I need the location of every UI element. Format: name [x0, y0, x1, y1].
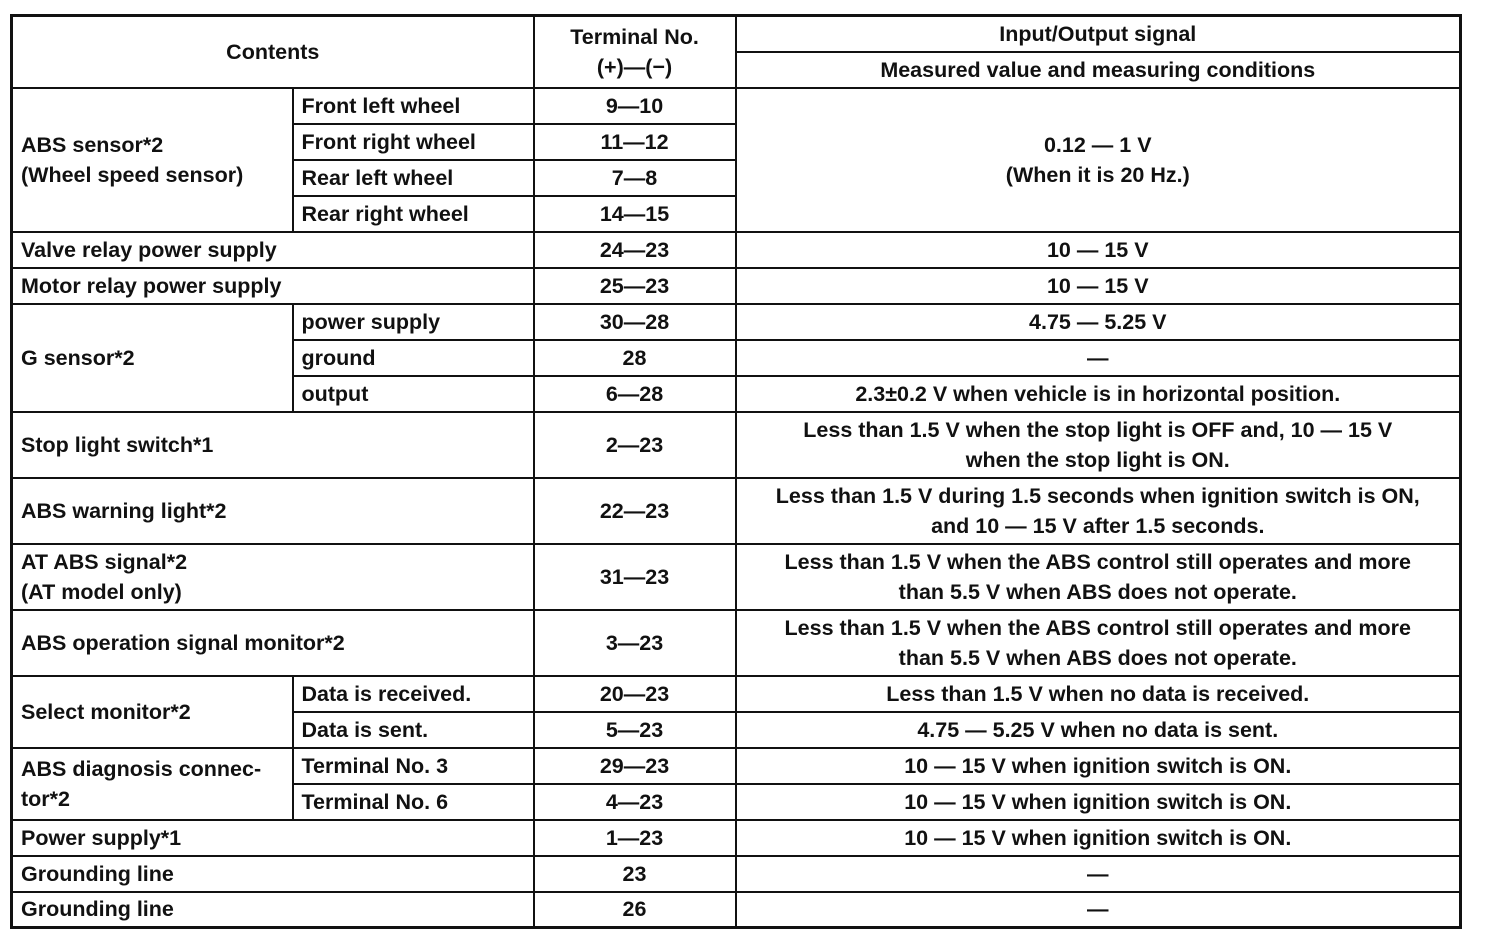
measured-value: 10 — 15 V when ignition switch is ON.	[736, 784, 1461, 820]
measured-value: 10 — 15 V when ignition switch is ON.	[736, 748, 1461, 784]
terminal-value: 2—23	[534, 412, 736, 478]
terminal-value: 24—23	[534, 232, 736, 268]
terminal-value: 22—23	[534, 478, 736, 544]
terminal-value: 11—12	[534, 124, 736, 160]
terminal-value: 28	[534, 340, 736, 376]
measured-value: 2.3±0.2 V when vehicle is in horizontal position.	[736, 376, 1461, 412]
measured-value: —	[736, 856, 1461, 892]
terminal-value: 23	[534, 856, 736, 892]
terminal-value: 26	[534, 892, 736, 928]
measured-value: 10 — 15 V	[736, 268, 1461, 304]
terminal-value: 20—23	[534, 676, 736, 712]
row-label: ABS warning light*2	[12, 478, 534, 544]
sub-label: Rear left wheel	[293, 160, 534, 196]
terminal-value: 7—8	[534, 160, 736, 196]
sub-label: Terminal No. 6	[293, 784, 534, 820]
table-row	[12, 478, 1461, 544]
row-label: Stop light switch*1	[12, 412, 534, 478]
io-signal-header: Input/Output signal	[736, 16, 1461, 52]
select-monitor-label: Select monitor*2	[12, 676, 293, 748]
measured-value: 4.75 — 5.25 V when no data is sent.	[736, 712, 1461, 748]
table-row	[12, 856, 1461, 892]
terminal-header: Terminal No. (+)—(−)	[534, 16, 736, 88]
measured-header: Measured value and measuring conditions	[736, 52, 1461, 88]
terminal-value: 25—23	[534, 268, 736, 304]
table-row	[12, 610, 1461, 676]
row-label: AT ABS signal*2 (AT model only)	[12, 544, 534, 610]
header-row	[12, 16, 1461, 52]
row-label: Valve relay power supply	[12, 232, 534, 268]
terminal-spec-table	[10, 14, 1462, 929]
table-row	[12, 544, 1461, 610]
sub-label: power supply	[293, 304, 534, 340]
contents-header: Contents	[12, 16, 534, 88]
measured-value: 10 — 15 V	[736, 232, 1461, 268]
sub-label: Rear right wheel	[293, 196, 534, 232]
g-sensor-label: G sensor*2	[12, 304, 293, 412]
sub-label: Front right wheel	[293, 124, 534, 160]
terminal-value: 30—28	[534, 304, 736, 340]
measured-value: Less than 1.5 V during 1.5 seconds when ignition switch is ON, and 10 — 15 V after 1.5 seconds.	[736, 478, 1461, 544]
terminal-value: 29—23	[534, 748, 736, 784]
sub-label: ground	[293, 340, 534, 376]
terminal-value: 14—15	[534, 196, 736, 232]
abs-diag-label: ABS diagnosis connec- tor*2	[12, 748, 293, 820]
terminal-value: 5—23	[534, 712, 736, 748]
measured-value: Less than 1.5 V when no data is received.	[736, 676, 1461, 712]
abs-sensor-label: ABS sensor*2 (Wheel speed sensor)	[12, 88, 293, 232]
table-row	[12, 676, 1461, 712]
measured-value: Less than 1.5 V when the ABS control still operates and more than 5.5 V when ABS does not operate.	[736, 610, 1461, 676]
table-row	[12, 412, 1461, 478]
table-row	[12, 820, 1461, 856]
measured-value: Less than 1.5 V when the stop light is OFF and, 10 — 15 V when the stop light is ON.	[736, 412, 1461, 478]
terminal-value: 31—23	[534, 544, 736, 610]
sub-label: Data is received.	[293, 676, 534, 712]
table-row	[12, 304, 1461, 340]
row-label: Grounding line	[12, 892, 534, 928]
row-label: Power supply*1	[12, 820, 534, 856]
abs-sensor-value: 0.12 — 1 V (When it is 20 Hz.)	[736, 88, 1461, 232]
terminal-value: 9—10	[534, 88, 736, 124]
table-row	[12, 892, 1461, 928]
row-label: ABS operation signal monitor*2	[12, 610, 534, 676]
row-label: Grounding line	[12, 856, 534, 892]
terminal-value: 6—28	[534, 376, 736, 412]
sub-label: Front left wheel	[293, 88, 534, 124]
table-row	[12, 268, 1461, 304]
terminal-value: 1—23	[534, 820, 736, 856]
measured-value: 10 — 15 V when ignition switch is ON.	[736, 820, 1461, 856]
measured-value: —	[736, 892, 1461, 928]
measured-value: Less than 1.5 V when the ABS control still operates and more than 5.5 V when ABS does not operate.	[736, 544, 1461, 610]
table-row	[12, 748, 1461, 784]
row-label: Motor relay power supply	[12, 268, 534, 304]
terminal-value: 4—23	[534, 784, 736, 820]
measured-value: —	[736, 340, 1461, 376]
table-row	[12, 88, 1461, 124]
sub-label: Data is sent.	[293, 712, 534, 748]
sub-label: output	[293, 376, 534, 412]
measured-value: 4.75 — 5.25 V	[736, 304, 1461, 340]
terminal-value: 3—23	[534, 610, 736, 676]
table-row	[12, 232, 1461, 268]
sub-label: Terminal No. 3	[293, 748, 534, 784]
